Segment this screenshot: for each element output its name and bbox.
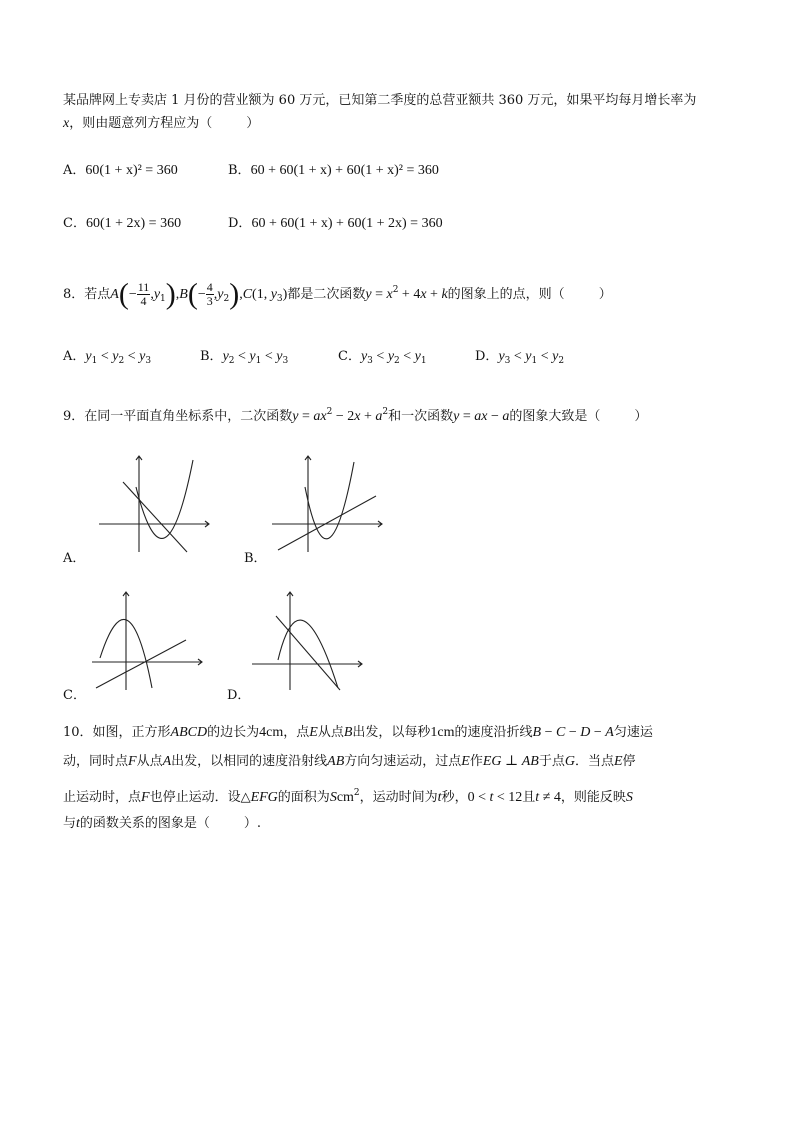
q8-option-d[interactable]: D．$y_3 < y_1 < y_2$: [475, 349, 565, 366]
q7-options-row2: [63, 214, 443, 234]
q8-options: [63, 347, 564, 371]
q8-option-c[interactable]: C．$y_3 < y_2 < y_1$: [338, 349, 427, 366]
q10-line4: 与t的函数关系的图象是（ ）.: [63, 816, 262, 831]
q9-graph-d[interactable]: [248, 588, 368, 693]
q8-option-a[interactable]: A．$y_1 < y_2 < y_3$: [63, 349, 152, 366]
q7-options-row1: [63, 161, 439, 181]
q7-option-b[interactable]: B．60 + 60(1 + x) + 60(1 + x)² = 360: [228, 163, 439, 178]
q9-graph-d-label: D．: [227, 688, 251, 703]
q7-stem-line1: 某品牌网上专卖店 1 月份的营业额为 60 万元，已知第二季度的总营亚额共 360 万元，如果平均每月增长率为: [63, 93, 697, 108]
q10-line3: 止运动时，点F也停止运动．设△EFG的面积为Scm$^2$，运动时间为t秒，0 < t < 12且t ≠ 4，则能反映S: [63, 788, 633, 805]
q10-line1: 10．如图，正方形ABCD的边长为4cm，点E从点B出发，以每秒1cm的速度沿折线B − C − D − A匀速运: [63, 725, 653, 740]
q9-graph-a-label: A．: [63, 551, 86, 566]
q9-graph-c-label: C．: [63, 688, 86, 703]
q7-option-a[interactable]: A．60(1 + x)² = 360: [63, 163, 178, 178]
q7-stem-line2: x，则由题意列方程应为（ ）: [63, 116, 260, 131]
q10-line2: 动，同时点F从点A出发，以相同的速度沿射线AB方向匀速运动，过点E作EG ⊥ AB于点G．当点E停: [63, 754, 636, 769]
q9-graph-c[interactable]: [88, 588, 208, 693]
q9-graph-b-label: B．: [244, 551, 267, 566]
q9-graph-b[interactable]: [268, 452, 388, 557]
q9-graph-a[interactable]: [95, 452, 215, 557]
q8-stem: 8．若点A(− $\frac{11}{4}$ $,y_1),B(-$ $\frac{4}{3}$ $,y_2),C(1$, $y_3$)都是二次函数$y = x^2 + 4x + k$的图象上的点，则（ ）: [63, 277, 612, 311]
q7-option-c[interactable]: C．60(1 + 2x) = 360: [63, 216, 182, 231]
q8-option-b[interactable]: B．$y_2 < y_1 < y_3$: [200, 349, 289, 366]
q9-stem: 9．在同一平面直角坐标系中，二次函数$y = ax^2 - 2x + a^2$和一次函数y = ax − a的图象大致是（ ）: [63, 407, 648, 424]
q7-option-d[interactable]: D．60 + 60(1 + x) + 60(1 + 2x) = 360: [228, 216, 443, 231]
